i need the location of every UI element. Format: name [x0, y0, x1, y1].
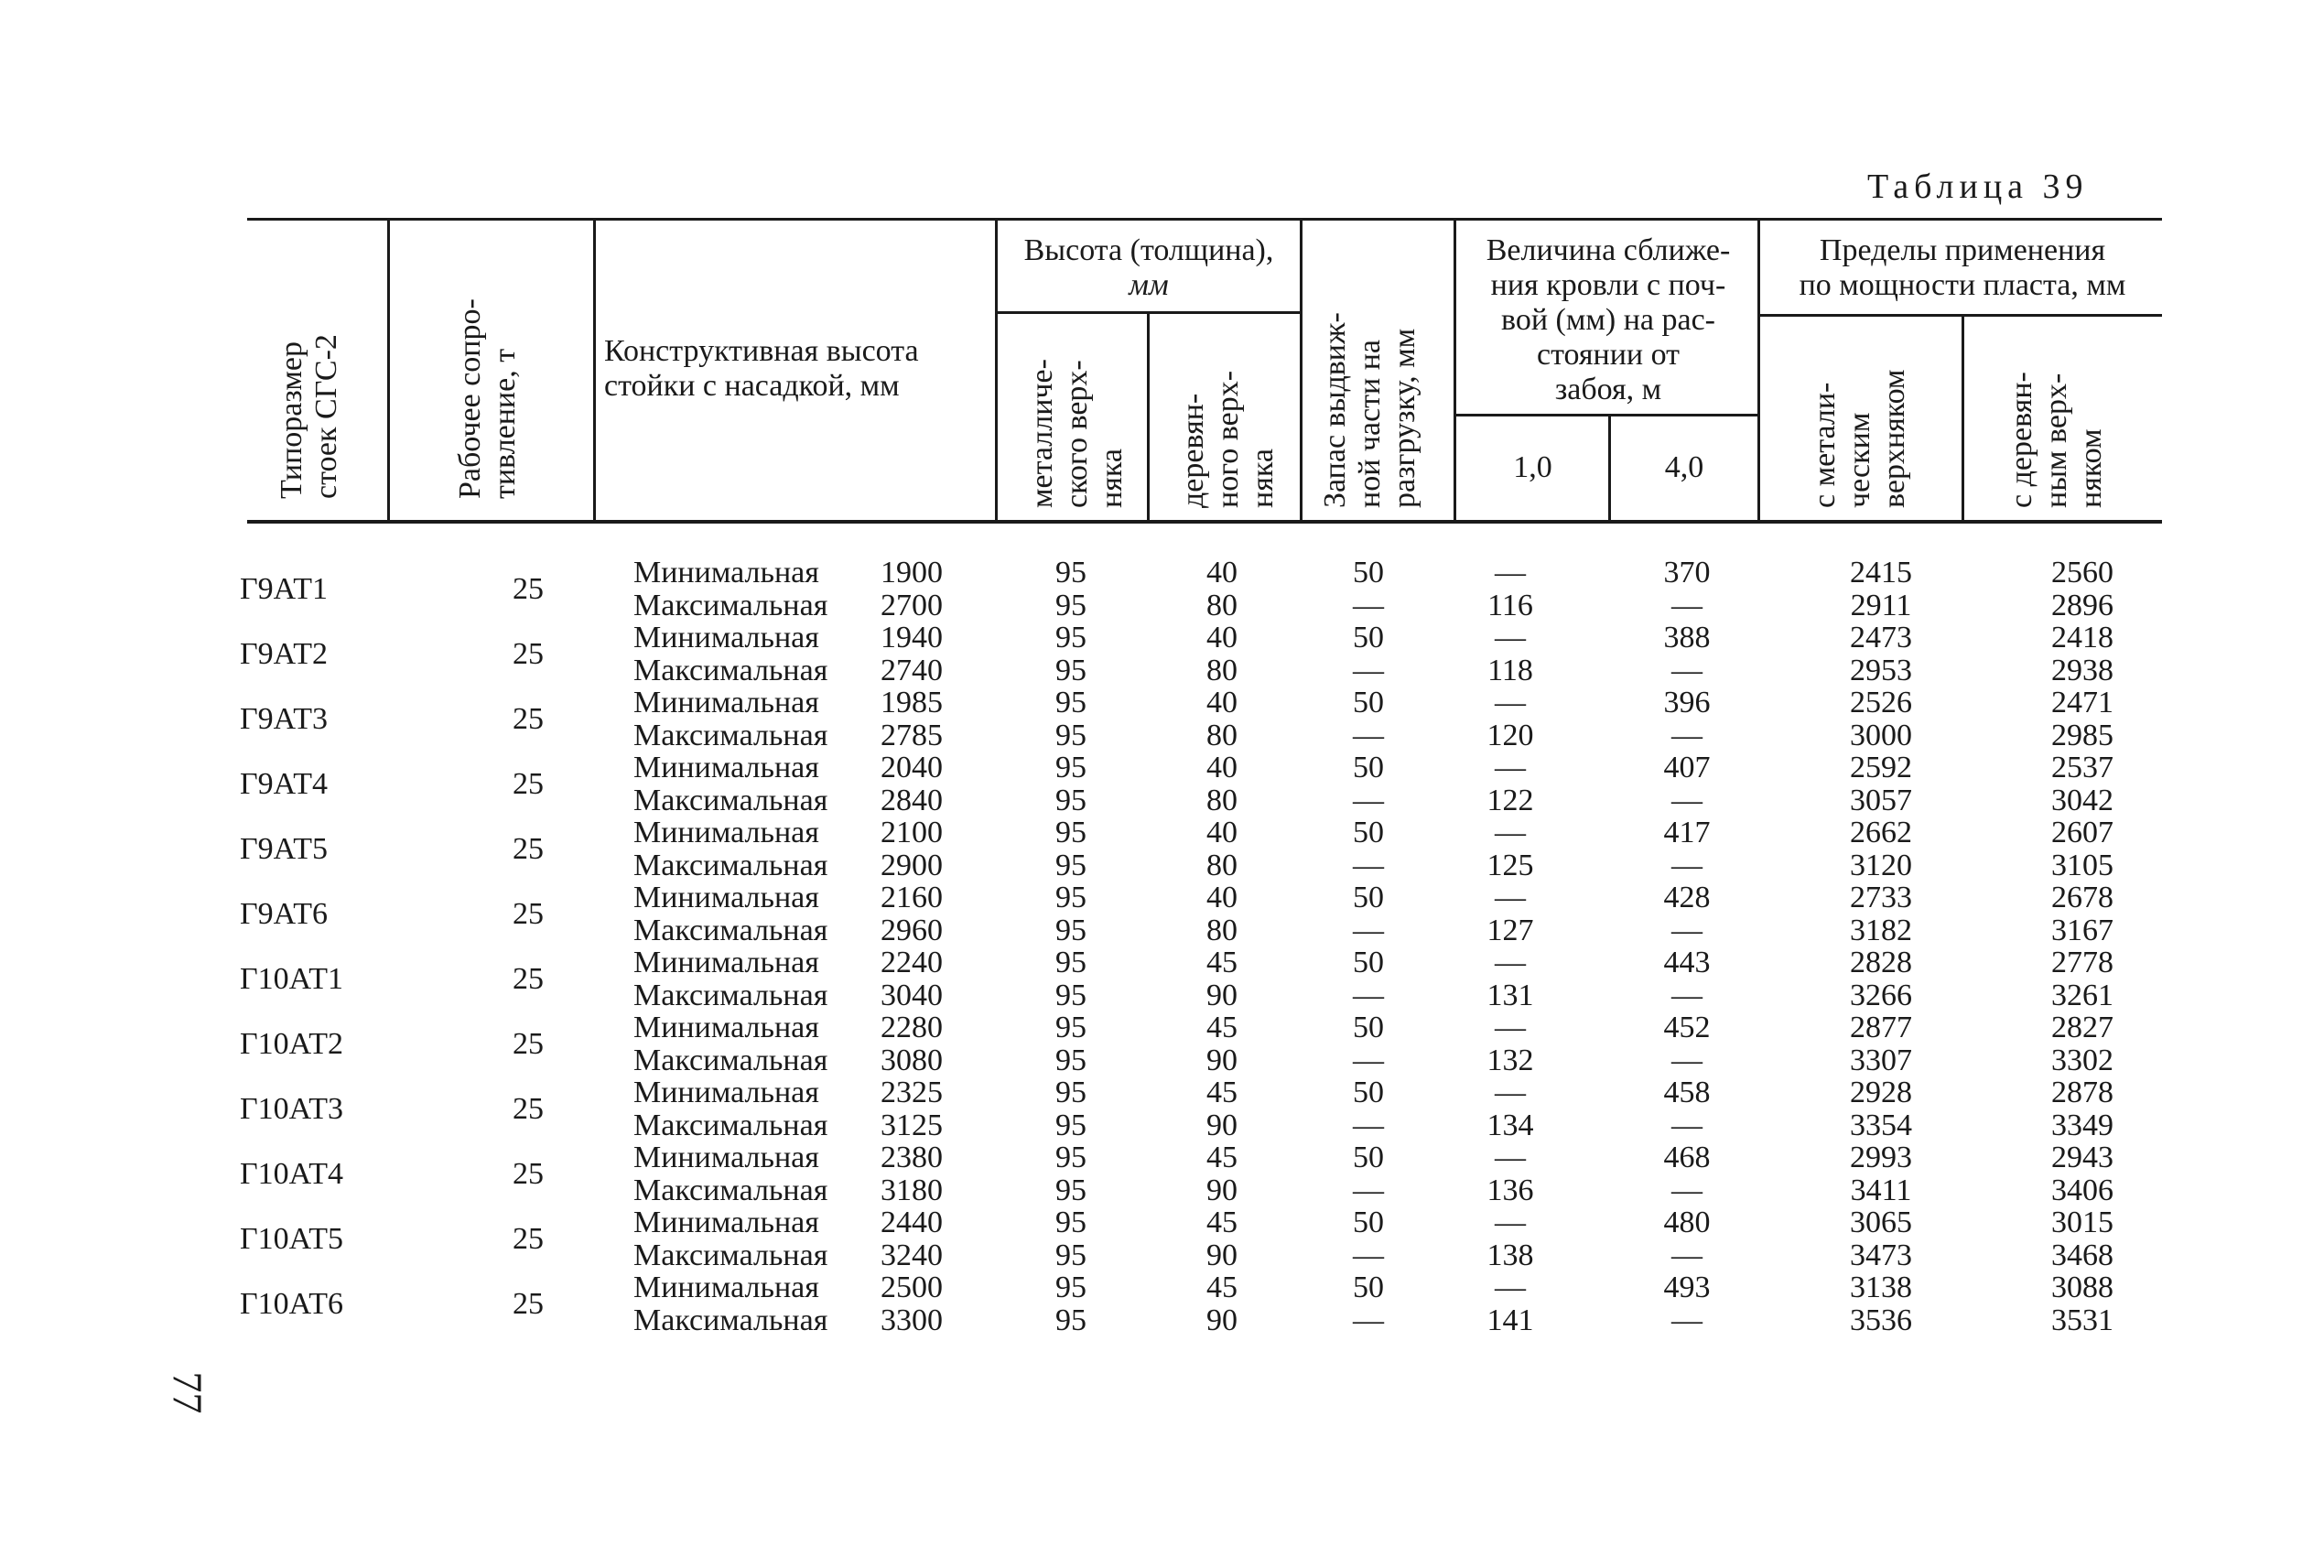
convergence-4m: 493	[1663, 1271, 1711, 1304]
limit-wood: 2938	[2051, 653, 2113, 687]
page-number: 77	[164, 1371, 211, 1414]
reserve-value: —	[1353, 913, 1384, 947]
table-row	[0, 1141, 2324, 1174]
height-value: 2240	[881, 946, 943, 979]
metal-value: 95	[1055, 621, 1086, 654]
height-value: 2960	[881, 913, 943, 947]
convergence-1m: 136	[1486, 1173, 1534, 1207]
subheader-rule	[1757, 314, 2162, 317]
type-cell: Г10АТ4	[240, 1157, 343, 1191]
type-cell: Г10АТ2	[240, 1027, 343, 1061]
convergence-1m: —	[1495, 556, 1526, 589]
resistance-cell: 25	[513, 832, 544, 866]
table-row	[0, 1271, 2324, 1304]
limit-wood: 2827	[2051, 1011, 2113, 1044]
limit-metal: 3307	[1850, 1043, 1912, 1077]
header-reserve: Запас выдвиж- ной части на разгрузку, мм	[1318, 312, 1421, 508]
metal-value: 95	[1055, 1238, 1086, 1272]
subheader-rule	[995, 311, 1300, 314]
table-row	[0, 719, 2324, 752]
convergence-4m: —	[1671, 848, 1702, 882]
height-value: 2380	[881, 1141, 943, 1174]
metal-value: 95	[1055, 783, 1086, 817]
row-label: Максимальная	[633, 588, 828, 622]
table-title: Таблица 39	[1867, 168, 2089, 206]
wood-value: 45	[1206, 1206, 1238, 1239]
wood-value: 90	[1206, 1238, 1238, 1272]
height-value: 2840	[881, 783, 943, 817]
header-limits: Пределы применения по мощности пласта, мм	[1799, 233, 2126, 302]
type-cell: Г9АТ2	[240, 637, 328, 671]
convergence-4m: 480	[1663, 1206, 1711, 1239]
wood-value: 90	[1206, 1173, 1238, 1207]
reserve-value: —	[1353, 978, 1384, 1012]
type-cell: Г9АТ1	[240, 572, 328, 606]
reserve-value: —	[1353, 1303, 1384, 1337]
header-convergence: Величина сближе- ния кровли с поч- вой (мм) на рас- стоянии от забоя, м	[1486, 233, 1731, 406]
reserve-value: 50	[1353, 556, 1384, 589]
table-row	[0, 752, 2324, 784]
limit-wood: 3406	[2051, 1173, 2113, 1207]
convergence-4m: —	[1671, 1173, 1702, 1207]
limit-wood: 3042	[2051, 783, 2113, 817]
limit-metal: 2526	[1850, 686, 1912, 719]
limit-wood: 3088	[2051, 1271, 2113, 1304]
limit-metal: 2993	[1850, 1141, 1912, 1174]
header-height: Конструктивная высота стойки с насадкой, мм	[604, 334, 919, 403]
wood-value: 80	[1206, 718, 1238, 752]
convergence-1m: —	[1495, 1271, 1526, 1304]
limit-metal: 2473	[1850, 621, 1912, 654]
convergence-1m: —	[1495, 946, 1526, 979]
convergence-4m: —	[1671, 588, 1702, 622]
reserve-value: —	[1353, 1043, 1384, 1077]
limit-metal: 2877	[1850, 1011, 1912, 1044]
row-label: Максимальная	[633, 1173, 828, 1207]
table-row	[0, 1044, 2324, 1077]
wood-value: 90	[1206, 1303, 1238, 1337]
convergence-4m: —	[1671, 653, 1702, 687]
reserve-value: —	[1353, 653, 1384, 687]
table-row	[0, 979, 2324, 1012]
table-row	[0, 1109, 2324, 1142]
metal-value: 95	[1055, 1206, 1086, 1239]
limit-wood: 2537	[2051, 751, 2113, 784]
metal-value: 95	[1055, 1043, 1086, 1077]
resistance-cell: 25	[513, 1027, 544, 1061]
reserve-value: —	[1353, 1173, 1384, 1207]
reserve-value: 50	[1353, 946, 1384, 979]
row-label: Максимальная	[633, 718, 828, 752]
height-value: 2040	[881, 751, 943, 784]
row-label: Максимальная	[633, 1303, 828, 1337]
row-label: Минимальная	[633, 1011, 819, 1044]
wood-value: 40	[1206, 556, 1238, 589]
limit-wood: 2471	[2051, 686, 2113, 719]
row-label: Минимальная	[633, 1206, 819, 1239]
limit-metal: 3120	[1850, 848, 1912, 882]
reserve-value: —	[1353, 848, 1384, 882]
convergence-1m: 141	[1486, 1303, 1534, 1337]
metal-value: 95	[1055, 1141, 1086, 1174]
metal-value: 95	[1055, 588, 1086, 622]
height-value: 3040	[881, 978, 943, 1012]
table-row	[0, 1076, 2324, 1109]
convergence-1m: 134	[1486, 1108, 1534, 1142]
table-row	[0, 622, 2324, 654]
resistance-cell: 25	[513, 1222, 544, 1256]
row-label: Максимальная	[633, 978, 828, 1012]
reserve-value: —	[1353, 588, 1384, 622]
convergence-1m: —	[1495, 1206, 1526, 1239]
height-value: 2160	[881, 881, 943, 914]
table-row	[0, 687, 2324, 719]
convergence-4m: 458	[1663, 1076, 1711, 1109]
row-label: Максимальная	[633, 783, 828, 817]
header-with-metal: с метали- ческим верхняком	[1808, 369, 1911, 508]
limit-wood: 2878	[2051, 1076, 2113, 1109]
wood-value: 45	[1206, 1076, 1238, 1109]
height-value: 3300	[881, 1303, 943, 1337]
height-value: 1985	[881, 686, 943, 719]
limit-wood: 2418	[2051, 621, 2113, 654]
reserve-value: —	[1353, 718, 1384, 752]
limit-metal: 3536	[1850, 1303, 1912, 1337]
height-value: 3080	[881, 1043, 943, 1077]
convergence-1m: —	[1495, 1141, 1526, 1174]
convergence-4m: —	[1671, 1043, 1702, 1077]
metal-value: 95	[1055, 913, 1086, 947]
table-row	[0, 1174, 2324, 1207]
convergence-4m: —	[1671, 913, 1702, 947]
height-value: 1900	[881, 556, 943, 589]
resistance-cell: 25	[513, 767, 544, 801]
metal-value: 95	[1055, 1011, 1086, 1044]
table-row	[0, 784, 2324, 817]
table-top-rule	[247, 218, 2162, 221]
metal-value: 95	[1055, 1303, 1086, 1337]
convergence-1m: 131	[1486, 978, 1534, 1012]
wood-value: 80	[1206, 783, 1238, 817]
height-value: 3180	[881, 1173, 943, 1207]
limit-metal: 3266	[1850, 978, 1912, 1012]
header-thickness: Высота (толщина), мм	[1023, 233, 1274, 302]
limit-wood: 2560	[2051, 556, 2113, 589]
reserve-value: —	[1353, 1238, 1384, 1272]
height-value: 1940	[881, 621, 943, 654]
convergence-4m: —	[1671, 1238, 1702, 1272]
type-cell: Г9АТ6	[240, 897, 328, 931]
wood-value: 40	[1206, 686, 1238, 719]
metal-value: 95	[1055, 686, 1086, 719]
wood-value: 45	[1206, 1271, 1238, 1304]
metal-value: 95	[1055, 881, 1086, 914]
wood-value: 45	[1206, 1011, 1238, 1044]
metal-value: 95	[1055, 816, 1086, 849]
table-row	[0, 1239, 2324, 1272]
limit-metal: 3473	[1850, 1238, 1912, 1272]
header-with-wood: с деревян- ным верх- няком	[2005, 372, 2108, 508]
limit-wood: 3261	[2051, 978, 2113, 1012]
type-cell: Г9АТ3	[240, 702, 328, 736]
row-label: Минимальная	[633, 621, 819, 654]
resistance-cell: 25	[513, 1157, 544, 1191]
table-row	[0, 589, 2324, 622]
convergence-1m: —	[1495, 816, 1526, 849]
row-label: Минимальная	[633, 1271, 819, 1304]
header-type: Типоразмер стоек СГС-2	[275, 334, 343, 499]
convergence-1m: —	[1495, 881, 1526, 914]
height-value: 2700	[881, 588, 943, 622]
reserve-value: 50	[1353, 1271, 1384, 1304]
wood-value: 80	[1206, 653, 1238, 687]
convergence-1m: 116	[1487, 588, 1533, 622]
wood-value: 45	[1206, 946, 1238, 979]
convergence-4m: —	[1671, 1108, 1702, 1142]
row-label: Максимальная	[633, 1043, 828, 1077]
type-cell: Г10АТ6	[240, 1287, 343, 1321]
convergence-4m: 407	[1663, 751, 1711, 784]
limit-metal: 3182	[1850, 913, 1912, 947]
table-row	[0, 946, 2324, 979]
reserve-value: 50	[1353, 621, 1384, 654]
wood-value: 40	[1206, 881, 1238, 914]
wood-value: 90	[1206, 978, 1238, 1012]
limit-metal: 3411	[1850, 1173, 1912, 1207]
limit-wood: 3349	[2051, 1108, 2113, 1142]
limit-wood: 3167	[2051, 913, 2113, 947]
height-value: 3125	[881, 1108, 943, 1142]
row-label: Минимальная	[633, 1141, 819, 1174]
limit-wood: 2896	[2051, 588, 2113, 622]
metal-value: 95	[1055, 653, 1086, 687]
convergence-1m: 132	[1486, 1043, 1534, 1077]
convergence-1m: —	[1495, 1011, 1526, 1044]
table-row	[0, 881, 2324, 914]
type-cell: Г9АТ4	[240, 767, 328, 801]
metal-value: 95	[1055, 718, 1086, 752]
convergence-1m: 122	[1486, 783, 1534, 817]
metal-value: 95	[1055, 751, 1086, 784]
resistance-cell: 25	[513, 1287, 544, 1321]
col-divider	[1300, 220, 1303, 522]
height-value: 2325	[881, 1076, 943, 1109]
convergence-1m: 118	[1487, 653, 1533, 687]
convergence-4m: 388	[1663, 621, 1711, 654]
table-row	[0, 557, 2324, 589]
convergence-4m: 468	[1663, 1141, 1711, 1174]
reserve-value: 50	[1353, 881, 1384, 914]
limit-metal: 2415	[1850, 556, 1912, 589]
reserve-value: —	[1353, 1108, 1384, 1142]
convergence-4m: —	[1671, 1303, 1702, 1337]
type-cell: Г10АТ1	[240, 962, 343, 996]
header-bottom-rule	[247, 520, 2162, 524]
limit-metal: 2733	[1850, 881, 1912, 914]
convergence-4m: 370	[1663, 556, 1711, 589]
limit-metal: 2592	[1850, 751, 1912, 784]
limit-wood: 2678	[2051, 881, 2113, 914]
col-divider	[1962, 316, 1964, 522]
limit-wood: 3468	[2051, 1238, 2113, 1272]
limit-wood: 2985	[2051, 718, 2113, 752]
convergence-4m: —	[1671, 783, 1702, 817]
reserve-value: 50	[1353, 751, 1384, 784]
resistance-cell: 25	[513, 962, 544, 996]
convergence-1m: —	[1495, 1076, 1526, 1109]
wood-value: 90	[1206, 1043, 1238, 1077]
row-label: Минимальная	[633, 816, 819, 849]
reserve-value: —	[1353, 783, 1384, 817]
metal-value: 95	[1055, 848, 1086, 882]
row-label: Максимальная	[633, 1238, 828, 1272]
resistance-cell: 25	[513, 1092, 544, 1126]
limit-metal: 3065	[1850, 1206, 1912, 1239]
convergence-4m: 417	[1663, 816, 1711, 849]
wood-value: 80	[1206, 913, 1238, 947]
convergence-4m: 443	[1663, 946, 1711, 979]
table-row	[0, 914, 2324, 947]
metal-value: 95	[1055, 978, 1086, 1012]
convergence-4m: —	[1671, 718, 1702, 752]
limit-metal: 2662	[1850, 816, 1912, 849]
subheader-rule	[1454, 414, 1757, 416]
header-wood-top: деревян- ного верх- няка	[1176, 370, 1280, 508]
convergence-1m: 127	[1486, 913, 1534, 947]
metal-value: 95	[1055, 556, 1086, 589]
table-row	[0, 1304, 2324, 1337]
type-cell: Г9АТ5	[240, 832, 328, 866]
limit-metal: 2828	[1850, 946, 1912, 979]
height-value: 2900	[881, 848, 943, 882]
reserve-value: 50	[1353, 1011, 1384, 1044]
metal-value: 95	[1055, 946, 1086, 979]
height-value: 2500	[881, 1271, 943, 1304]
table-row	[0, 849, 2324, 882]
convergence-4m: 396	[1663, 686, 1711, 719]
metal-value: 95	[1055, 1271, 1086, 1304]
reserve-value: 50	[1353, 1141, 1384, 1174]
convergence-1m: —	[1495, 621, 1526, 654]
wood-value: 40	[1206, 621, 1238, 654]
convergence-4m: 452	[1663, 1011, 1711, 1044]
row-label: Максимальная	[633, 1108, 828, 1142]
height-value: 2280	[881, 1011, 943, 1044]
row-label: Максимальная	[633, 653, 828, 687]
reserve-value: 50	[1353, 686, 1384, 719]
limit-wood: 2943	[2051, 1141, 2113, 1174]
header-metal-top: металличе- ского верх- няка	[1025, 359, 1129, 508]
type-cell: Г10АТ3	[240, 1092, 343, 1126]
resistance-cell: 25	[513, 702, 544, 736]
resistance-cell: 25	[513, 637, 544, 671]
limit-wood: 3105	[2051, 848, 2113, 882]
type-cell: Г10АТ5	[240, 1222, 343, 1256]
table-row	[0, 816, 2324, 849]
convergence-1m: 120	[1486, 718, 1534, 752]
limit-wood: 2607	[2051, 816, 2113, 849]
col-divider	[1147, 311, 1150, 522]
header-dist-4: 4,0	[1664, 450, 1704, 484]
height-value: 2440	[881, 1206, 943, 1239]
limit-metal: 2911	[1850, 588, 1912, 622]
wood-value: 40	[1206, 751, 1238, 784]
wood-value: 80	[1206, 848, 1238, 882]
row-label: Минимальная	[633, 751, 819, 784]
limit-metal: 3138	[1850, 1271, 1912, 1304]
row-label: Минимальная	[633, 1076, 819, 1109]
convergence-4m: —	[1671, 978, 1702, 1012]
metal-value: 95	[1055, 1108, 1086, 1142]
row-label: Минимальная	[633, 556, 819, 589]
limit-metal: 2928	[1850, 1076, 1912, 1109]
row-label: Максимальная	[633, 848, 828, 882]
limit-metal: 3354	[1850, 1108, 1912, 1142]
convergence-1m: 138	[1486, 1238, 1534, 1272]
reserve-value: 50	[1353, 1206, 1384, 1239]
limit-wood: 2778	[2051, 946, 2113, 979]
convergence-1m: —	[1495, 686, 1526, 719]
header-resistance: Рабочее сопро- тивление, т	[453, 298, 522, 499]
row-label: Минимальная	[633, 686, 819, 719]
row-label: Максимальная	[633, 913, 828, 947]
resistance-cell: 25	[513, 897, 544, 931]
convergence-4m: 428	[1663, 881, 1711, 914]
table-row	[0, 1011, 2324, 1044]
metal-value: 95	[1055, 1173, 1086, 1207]
height-value: 2740	[881, 653, 943, 687]
resistance-cell: 25	[513, 572, 544, 606]
limit-metal: 3057	[1850, 783, 1912, 817]
limit-wood: 3531	[2051, 1303, 2113, 1337]
col-divider	[593, 220, 596, 522]
wood-value: 90	[1206, 1108, 1238, 1142]
limit-metal: 2953	[1850, 653, 1912, 687]
col-divider	[387, 220, 390, 522]
col-divider	[1454, 220, 1456, 522]
metal-value: 95	[1055, 1076, 1086, 1109]
limit-wood: 3302	[2051, 1043, 2113, 1077]
table-row	[0, 654, 2324, 687]
header-dist-1: 1,0	[1513, 450, 1552, 484]
row-label: Минимальная	[633, 881, 819, 914]
reserve-value: 50	[1353, 816, 1384, 849]
reserve-value: 50	[1353, 1076, 1384, 1109]
table-row	[0, 1206, 2324, 1239]
convergence-1m: —	[1495, 751, 1526, 784]
wood-value: 40	[1206, 816, 1238, 849]
height-value: 2785	[881, 718, 943, 752]
height-value: 3240	[881, 1238, 943, 1272]
limit-metal: 3000	[1850, 718, 1912, 752]
limit-wood: 3015	[2051, 1206, 2113, 1239]
row-label: Минимальная	[633, 946, 819, 979]
wood-value: 45	[1206, 1141, 1238, 1174]
convergence-1m: 125	[1486, 848, 1534, 882]
height-value: 2100	[881, 816, 943, 849]
wood-value: 80	[1206, 588, 1238, 622]
